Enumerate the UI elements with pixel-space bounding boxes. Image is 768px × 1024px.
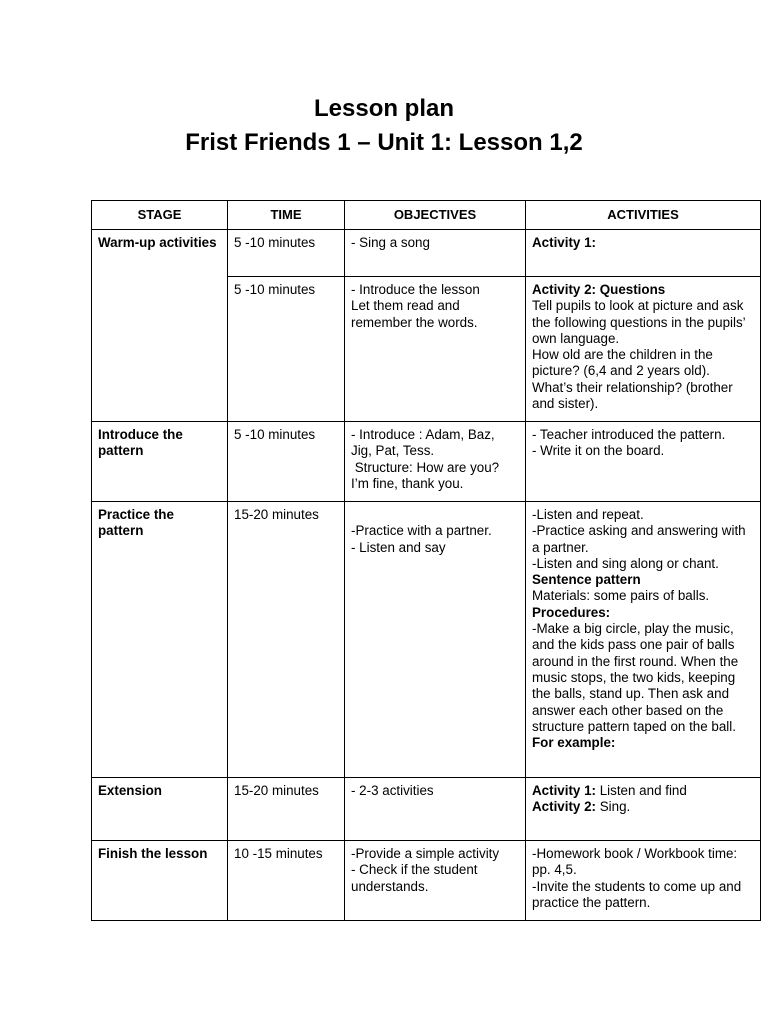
activities-cell bbox=[526, 422, 761, 502]
objectives-cell bbox=[345, 778, 526, 841]
activity-line bbox=[532, 895, 754, 911]
objective-line bbox=[351, 507, 519, 523]
table-row bbox=[92, 841, 761, 921]
activity-line bbox=[532, 235, 754, 251]
header-time: TIME bbox=[228, 201, 345, 230]
activity-text: Listen and find bbox=[596, 783, 687, 798]
objectives-cell bbox=[345, 230, 526, 277]
activity-text: structure pattern taped on the ball. bbox=[532, 718, 736, 734]
activity-heading: Sentence pattern bbox=[532, 572, 641, 588]
header-objectives: OBJECTIVES bbox=[345, 201, 526, 230]
activity-text: -Listen and repeat. bbox=[532, 507, 644, 522]
objective-line: -Provide a simple activity bbox=[351, 846, 500, 861]
objective-line: Let them read and bbox=[351, 298, 460, 314]
stage-cell: Practice the pattern bbox=[92, 502, 228, 778]
activity-text: music stops, the two kids, keeping bbox=[532, 669, 736, 685]
activity-text: and sister). bbox=[532, 396, 599, 412]
activity-heading: Activity 1: bbox=[532, 783, 596, 798]
activity-line bbox=[532, 686, 754, 702]
activity-text: Sing. bbox=[596, 799, 631, 815]
activity-text: practice the pattern. bbox=[532, 894, 651, 910]
activity-heading: Activity 1: bbox=[532, 235, 596, 250]
activity-heading: Activity 2: bbox=[532, 799, 596, 815]
activities-cell bbox=[526, 502, 761, 778]
activity-line bbox=[532, 605, 754, 621]
activity-line bbox=[532, 846, 754, 862]
activity-line bbox=[532, 670, 754, 686]
table-row bbox=[92, 230, 761, 277]
header-stage: STAGE bbox=[92, 201, 228, 230]
activity-line bbox=[532, 396, 754, 412]
activity-line bbox=[532, 282, 754, 298]
activity-text: the balls, stand up. Then ask and bbox=[532, 686, 730, 702]
objective-line: I’m fine, thank you. bbox=[351, 475, 464, 491]
page-title: Lesson plan bbox=[313, 95, 455, 122]
activity-text: -Practice asking and answering with bbox=[532, 523, 746, 539]
activities-cell bbox=[526, 778, 761, 841]
activity-line bbox=[532, 331, 754, 347]
activity-line bbox=[532, 735, 754, 751]
time-cell: 5 -10 minutes bbox=[228, 422, 345, 502]
header-activities: ACTIVITIES bbox=[526, 201, 761, 230]
objective-line: remember the words. bbox=[351, 314, 478, 330]
activity-text: Tell pupils to look at picture and ask bbox=[532, 298, 744, 314]
objective-line: - Introduce : Adam, Baz, bbox=[351, 427, 495, 442]
activity-heading: Activity 2: Questions bbox=[532, 282, 666, 297]
activity-text: -Make a big circle, play the music, bbox=[532, 621, 734, 637]
objective-line: Jig, Pat, Tess. bbox=[351, 443, 435, 459]
activity-line bbox=[532, 315, 754, 331]
activity-line bbox=[532, 862, 754, 878]
activity-line bbox=[532, 879, 754, 895]
activity-text: around in the first round. When the bbox=[532, 653, 739, 669]
table-row bbox=[92, 778, 761, 841]
activity-line bbox=[532, 540, 754, 556]
activity-line bbox=[532, 347, 754, 363]
activity-line bbox=[532, 783, 754, 799]
objective-line: - Check if the student bbox=[351, 862, 478, 878]
activity-line bbox=[532, 621, 754, 637]
activity-line bbox=[532, 637, 754, 653]
stage-cell: Warm-up activities bbox=[92, 230, 228, 422]
objective-line: - Listen and say bbox=[351, 539, 446, 555]
objective-line: - 2-3 activities bbox=[351, 783, 434, 798]
stage-cell: Finish the lesson bbox=[92, 841, 228, 921]
activity-line bbox=[532, 380, 754, 396]
objective-line: Structure: How are you? bbox=[351, 459, 500, 475]
activity-line bbox=[532, 427, 754, 443]
table-body bbox=[92, 230, 761, 921]
activity-text: -Listen and sing along or chant. bbox=[532, 555, 719, 571]
activity-line bbox=[532, 654, 754, 670]
title-block bbox=[0, 92, 768, 160]
activity-line bbox=[532, 799, 754, 815]
activity-text: - Teacher introduced the pattern. bbox=[532, 427, 726, 442]
stage-cell: Extension bbox=[92, 778, 228, 841]
activity-text: How old are the children in the bbox=[532, 347, 713, 363]
activity-line bbox=[532, 363, 754, 379]
stage-cell: Introduce the pattern bbox=[92, 422, 228, 502]
activity-line bbox=[532, 556, 754, 572]
activity-text: the following questions in the pupils’ bbox=[532, 314, 746, 330]
page-subtitle: Frist Friends 1 – Unit 1: Lesson 1,2 bbox=[185, 129, 583, 156]
objectives-cell bbox=[345, 841, 526, 921]
activity-heading: Procedures: bbox=[532, 604, 611, 620]
activity-line bbox=[532, 523, 754, 539]
activity-text: Materials: some pairs of balls. bbox=[532, 588, 710, 604]
objectives-cell bbox=[345, 277, 526, 422]
activity-line bbox=[532, 588, 754, 604]
time-cell: 5 -10 minutes bbox=[228, 230, 345, 277]
time-cell: 10 -15 minutes bbox=[228, 841, 345, 921]
activity-text: a partner. bbox=[532, 539, 589, 555]
objectives-cell bbox=[345, 502, 526, 778]
lesson-plan-table bbox=[91, 200, 761, 921]
time-cell: 15-20 minutes bbox=[228, 502, 345, 778]
activities-cell bbox=[526, 230, 761, 277]
activity-text: - Write it on the board. bbox=[532, 443, 665, 459]
activity-text: -Invite the students to come up and bbox=[532, 878, 742, 894]
activity-text: -Homework book / Workbook time: bbox=[532, 846, 738, 861]
activity-text: answer each other based on the bbox=[532, 702, 724, 718]
objective-line: - Introduce the lesson bbox=[351, 282, 480, 297]
activity-line bbox=[532, 719, 754, 735]
time-cell: 5 -10 minutes bbox=[228, 277, 345, 422]
activity-text: own language. bbox=[532, 330, 620, 346]
table-header-row bbox=[92, 201, 761, 230]
activity-line bbox=[532, 703, 754, 719]
activity-text: picture? (6,4 and 2 years old). bbox=[532, 363, 710, 379]
table-row bbox=[92, 422, 761, 502]
objectives-cell bbox=[345, 422, 526, 502]
activity-text: What’s their relationship? (brother bbox=[532, 379, 733, 395]
activity-line bbox=[532, 507, 754, 523]
objective-line: - Sing a song bbox=[351, 235, 430, 250]
time-cell: 15-20 minutes bbox=[228, 778, 345, 841]
activity-line bbox=[532, 572, 754, 588]
activities-cell bbox=[526, 841, 761, 921]
table-row bbox=[92, 502, 761, 778]
objective-line: understands. bbox=[351, 878, 429, 894]
activity-heading: For example: bbox=[532, 735, 616, 751]
activity-text: pp. 4,5. bbox=[532, 862, 577, 878]
activity-line bbox=[532, 443, 754, 459]
activity-text: and the kids pass one pair of balls bbox=[532, 637, 735, 653]
activity-line bbox=[532, 298, 754, 314]
activities-cell bbox=[526, 277, 761, 422]
objective-line: -Practice with a partner. bbox=[351, 523, 492, 539]
